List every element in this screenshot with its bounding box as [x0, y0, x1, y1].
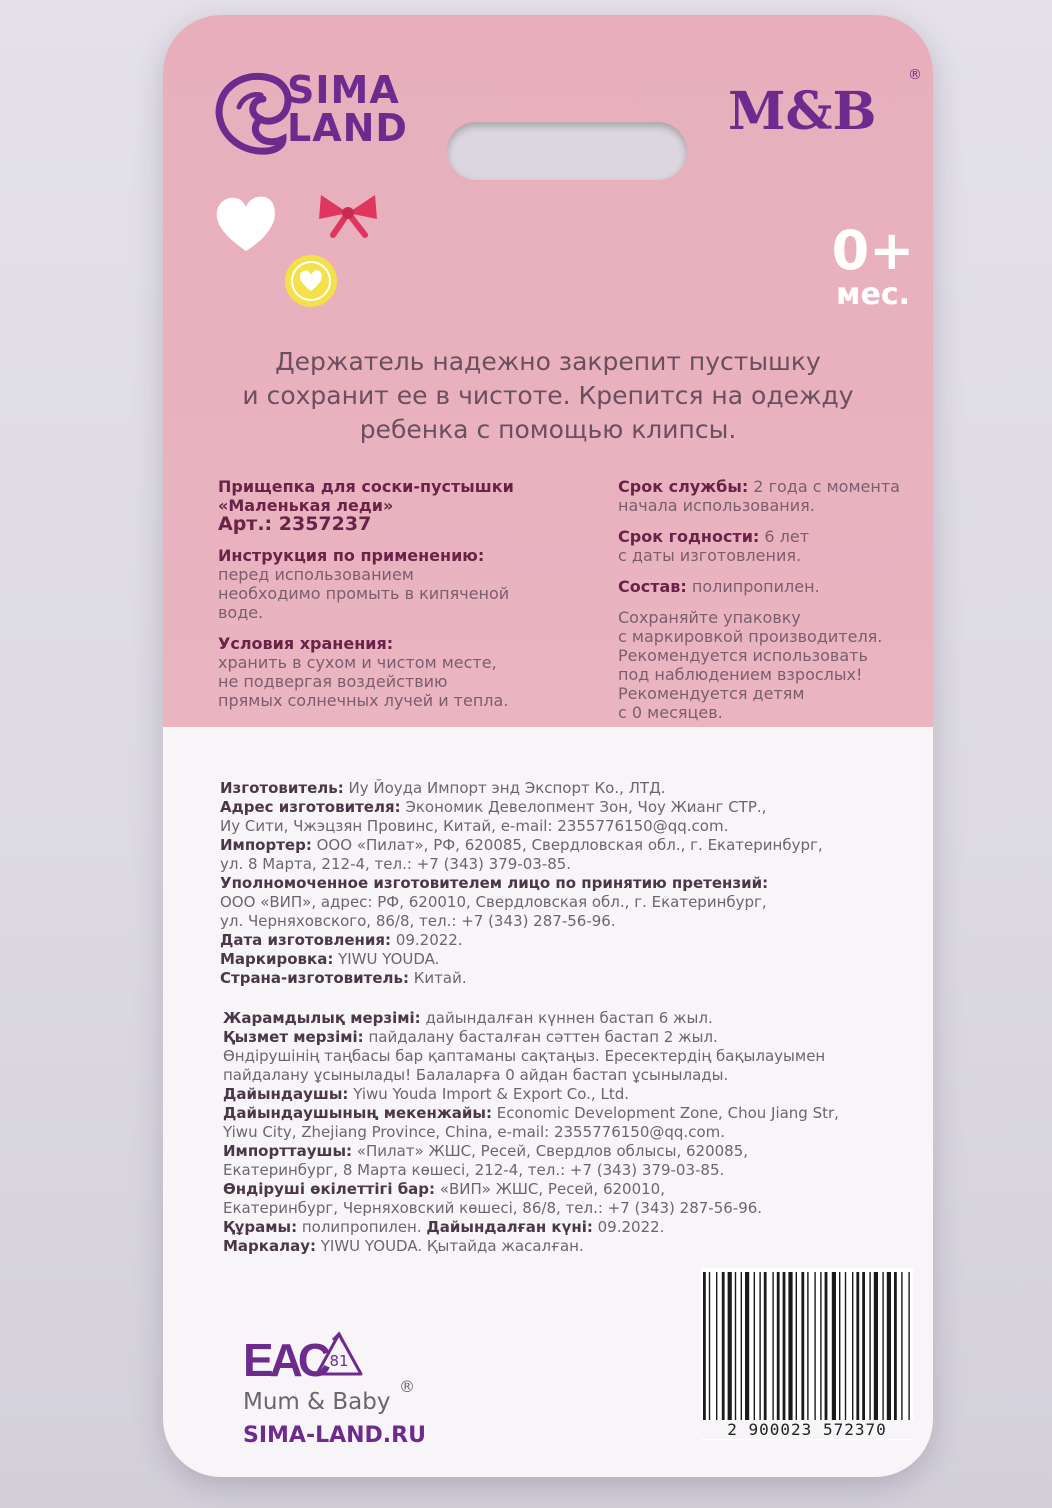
site-url: SIMA-LAND.RU [243, 1423, 426, 1448]
barcode-bar [777, 1272, 780, 1420]
barcode-icon [701, 1268, 913, 1440]
info-line [220, 874, 900, 893]
info-value: 09.2022. [391, 931, 463, 949]
age-unit: мес. [835, 277, 911, 312]
info-line [220, 931, 900, 950]
barcode-bar [788, 1272, 792, 1420]
info-label: Жарамдылық мерзімі: [223, 1009, 421, 1027]
description-line: ребенка с помощью клипсы. [359, 415, 737, 444]
barcode-bar [783, 1272, 786, 1420]
barcode-bar [709, 1272, 710, 1420]
info-label: Дата изготовления: [220, 931, 392, 949]
info-value: дайындалған күннен бастап 6 жыл. [420, 1009, 713, 1027]
article-number: Арт.: 2357237 [218, 513, 372, 535]
barcode-bar [852, 1272, 853, 1420]
barcode-bar [832, 1272, 836, 1420]
barcode-bar [754, 1272, 755, 1420]
info-line [220, 836, 900, 855]
shelf-life-label: Срок годности: [618, 527, 760, 546]
info-value: пайдалану ұсынылады! Балаларға 0 айдан бастап ұсынылады. [223, 1066, 729, 1084]
info-value: Китай. [408, 969, 467, 987]
info-value: YIWU YOUDA. [333, 950, 440, 968]
barcode-bar [908, 1272, 909, 1420]
barcode-bar [820, 1272, 821, 1420]
barcode-bar [856, 1272, 859, 1420]
mb-registered-mark: ® [908, 67, 922, 83]
instruction-text: воде. [218, 603, 264, 622]
barcode-bar [772, 1272, 773, 1420]
description-line: Держатель надежно закрепит пустышку [275, 347, 821, 376]
note-line: под наблюдением взрослых! [618, 665, 863, 684]
sima-line2: LAND [287, 106, 408, 150]
shelf-life-value: с даты изготовления. [618, 546, 802, 565]
composition-label: Состав: [618, 577, 687, 596]
barcode-bar [722, 1272, 725, 1420]
note-line: с 0 месяцев. [618, 703, 723, 722]
barcode-bar [759, 1272, 760, 1420]
info-line [223, 1142, 903, 1161]
info-label: Адрес изготовителя: [220, 798, 401, 816]
info-value: ООО «Пилат», РФ, 620085, Свердловская обл., г. Екатеринбург, [311, 836, 823, 854]
heart-badge-icon [283, 253, 339, 309]
storage-text: не подвергая воздействию [218, 672, 448, 691]
info-value: ООО «ВИП», адрес: РФ, 620010, Свердловская обл., г. Екатеринбург, [220, 893, 767, 911]
barcode-bar [807, 1272, 808, 1420]
barcode-bar [869, 1272, 870, 1420]
info-value: YIWU YOUDA. Қытайда жасалған. [315, 1237, 584, 1255]
recycle-code: 81 [329, 1352, 349, 1370]
barcode-bar [839, 1272, 840, 1420]
info-line [223, 1085, 903, 1104]
barcode-number: 2 900023 572370 [701, 1420, 913, 1439]
info-line [220, 779, 900, 798]
info-label: Уполномоченное изготовителем лицо по принятию претензий: [220, 874, 769, 892]
info-line [220, 969, 900, 988]
info-value: Иу Сити, Чжэцзян Провинс, Китай, e-mail: 2355776150@qq.com. [220, 817, 729, 835]
storage-title: Условия хранения: [218, 634, 394, 653]
barcode-bar [825, 1272, 828, 1420]
description-line: и сохранит ее в чистоте. Крепится на одежду [242, 381, 854, 410]
info-value: Экономик Девелопмент Зон, Чоу Жианг СТР., [400, 798, 767, 816]
service-life-label: Срок службы: [618, 477, 749, 496]
info-label: Өндіруші өкілеттігі бар: [223, 1180, 436, 1198]
left-info-column [218, 477, 578, 722]
sima-land-wordmark [287, 68, 408, 150]
barcode-bar [874, 1272, 878, 1420]
info-line [223, 1047, 903, 1066]
bow-icon [313, 189, 383, 239]
info-line [223, 1161, 903, 1180]
info-value: Екатеринбург, Черняховский көшесі, 86/8, тел.: +7 (343) 287-56-96. [223, 1199, 763, 1217]
info-label: Импорттаушы: [223, 1142, 353, 1160]
info-line [220, 912, 900, 931]
info-value: ул. Черняховского, 86/8, тел.: +7 (343) 287-56-96. [220, 912, 616, 930]
composition-value: полипропилен. [686, 577, 820, 596]
barcode-bar [716, 1272, 717, 1420]
info-value: Yiwu Youda Import & Export Co., Ltd. [348, 1085, 629, 1103]
mum-baby-registered-mark: ® [399, 1377, 415, 1396]
product-name-line2: «Маленькая леди» [218, 496, 394, 515]
barcode-bar [735, 1272, 736, 1420]
barcode-bar [845, 1272, 846, 1420]
barcode-bar [894, 1272, 897, 1420]
storage-text: хранить в сухом и чистом месте, [218, 653, 497, 672]
info-line [223, 1028, 903, 1047]
description [203, 345, 893, 447]
info-line [220, 950, 900, 969]
info-label: Құрамы: [223, 1218, 298, 1236]
info-line [223, 1218, 903, 1237]
info-label: Маркалау: [223, 1237, 316, 1255]
barcode-bar [887, 1272, 891, 1420]
info-line [223, 1180, 903, 1199]
info-line [220, 855, 900, 874]
info-value: «ВИП» ЖШС, Ресей, 620010, [435, 1180, 665, 1198]
age-value: 0+ [831, 219, 915, 282]
recycle-icon [311, 1330, 367, 1382]
heart-icon [213, 193, 279, 255]
barcode-bar [901, 1272, 902, 1420]
product-name-line1: Прищепка для соски-пустышки [218, 477, 514, 496]
kz-manufacturer-info [223, 1009, 903, 1256]
mb-logo: M&B [728, 81, 877, 142]
instruction-text: необходимо промыть в кипяченой [218, 584, 510, 603]
info-label: Дайындалған күні: [426, 1218, 593, 1236]
info-value: «Пилат» ЖШС, Ресей, Свердлов облысы, 620085, [352, 1142, 749, 1160]
shelf-life-value: 6 лет [759, 527, 810, 546]
info-value: Yiwu City, Zhejiang Province, China, e-mail: 2355776150@qq.com. [223, 1123, 726, 1141]
info-label: Изготовитель: [220, 779, 344, 797]
instruction-text: перед использованием [218, 565, 414, 584]
info-value: пайдалану басталған сәттен бастап 2 жыл. [363, 1028, 718, 1046]
info-line [223, 1123, 903, 1142]
storage-text: прямых солнечных лучей и тепла. [218, 691, 509, 710]
service-life-value: начала использования. [618, 496, 815, 515]
service-life-value: 2 года с момента [748, 477, 900, 496]
info-value: ул. 8 Марта, 212-4, тел.: +7 (343) 379-03-85. [220, 855, 572, 873]
right-info-column [618, 477, 928, 734]
info-value: Өндірушінің таңбасы бар қаптаманы сақтаңыз. Ересектердің бақылауымен [223, 1047, 826, 1065]
barcode-bar [801, 1272, 804, 1420]
info-label: Маркировка: [220, 950, 334, 968]
barcode-bar [796, 1272, 797, 1420]
info-line [223, 1066, 903, 1085]
info-label: Дайындаушы: [223, 1085, 349, 1103]
note-line: с маркировкой производителя. [618, 627, 883, 646]
barcode-bar [745, 1272, 749, 1420]
info-value: 09.2022. [592, 1218, 665, 1236]
barcode-bar [882, 1272, 883, 1420]
info-label: Дайындаушының мекенжайы: [223, 1104, 492, 1122]
barcode-bar [703, 1272, 706, 1420]
info-value: Екатеринбург, 8 Марта көшесі, 212-4, тел.: +7 (343) 379-03-85. [223, 1161, 725, 1179]
info-line [223, 1104, 903, 1123]
info-value: полипропилен. [297, 1218, 427, 1236]
info-line [220, 817, 900, 836]
info-label: Страна-изготовитель: [220, 969, 409, 987]
info-line [220, 893, 900, 912]
info-line [220, 798, 900, 817]
barcode-bar [764, 1272, 767, 1420]
note-line: Сохраняйте упаковку [618, 608, 801, 627]
barcode-bar [862, 1272, 865, 1420]
hang-hole [447, 122, 687, 180]
ru-manufacturer-info [220, 779, 900, 988]
eac-mark: ЕАС [243, 1334, 327, 1386]
instruction-title: Инструкция по применению: [218, 546, 485, 565]
info-label: Қызмет мерзімі: [223, 1028, 364, 1046]
info-line [223, 1237, 903, 1256]
info-value: Иу Йоуда Импорт энд Экспорт Ко., ЛТД. [343, 779, 666, 797]
info-line [223, 1009, 903, 1028]
note-line: Рекомендуется детям [618, 684, 805, 703]
age-badge [818, 219, 928, 312]
note-line: Рекомендуется использовать [618, 646, 868, 665]
info-line [223, 1199, 903, 1218]
info-value: Economic Development Zone, Chou Jiang Str, [491, 1104, 839, 1122]
sima-line1: SIMA [287, 68, 400, 112]
mum-baby-logo: Mum & Baby [243, 1389, 391, 1415]
info-label: Импортер: [220, 836, 312, 854]
package-card [163, 15, 933, 1477]
barcode-bar [814, 1272, 815, 1420]
barcode-bar [728, 1272, 732, 1420]
barcode-bar [741, 1272, 742, 1420]
